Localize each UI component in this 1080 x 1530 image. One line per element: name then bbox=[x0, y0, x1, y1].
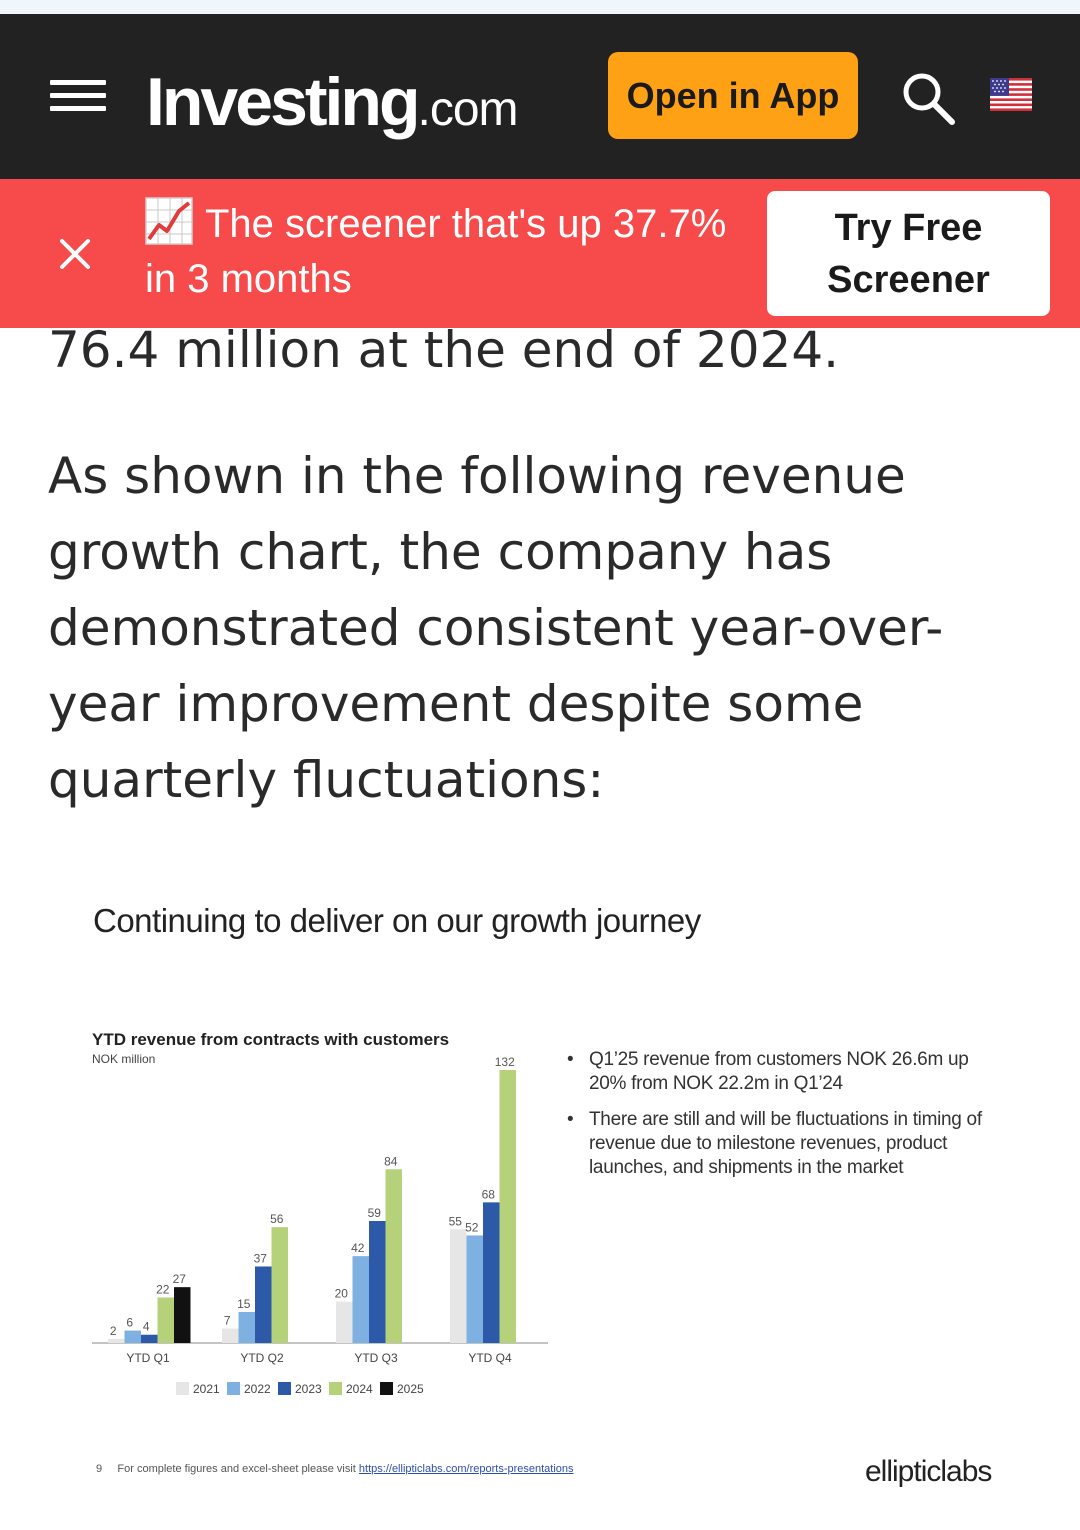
close-icon[interactable] bbox=[50, 229, 100, 279]
bullet-item: • Q1’25 revenue from customers NOK 26.6m up 20% from NOK 22.2m in Q1’24 bbox=[565, 1048, 985, 1096]
data-label: 20 bbox=[334, 1286, 348, 1301]
menu-icon[interactable] bbox=[50, 80, 106, 112]
presentation-slide-image bbox=[0, 860, 1080, 1530]
bar-2021-ytd-q2 bbox=[222, 1329, 239, 1343]
x-tick-label: YTD Q4 bbox=[468, 1351, 512, 1365]
bar-2022-ytd-q3 bbox=[353, 1256, 370, 1343]
bar-2023-ytd-q4 bbox=[483, 1202, 500, 1343]
bar-2024-ytd-q1 bbox=[158, 1298, 175, 1344]
bar-2023-ytd-q1 bbox=[141, 1335, 158, 1343]
brand-logo: ellipticlabs bbox=[865, 1455, 992, 1488]
bar-2024-ytd-q2 bbox=[272, 1227, 289, 1343]
chart-increasing-icon bbox=[145, 197, 193, 245]
search-icon[interactable] bbox=[900, 70, 956, 126]
promo-message bbox=[145, 197, 745, 307]
data-label: 15 bbox=[237, 1296, 251, 1311]
bar-2022-ytd-q4 bbox=[467, 1235, 484, 1343]
legend-swatch-2024 bbox=[329, 1382, 342, 1395]
data-label: 22 bbox=[156, 1282, 170, 1297]
try-free-screener-button[interactable]: Try Free Screener bbox=[767, 191, 1050, 316]
data-label: 37 bbox=[253, 1251, 267, 1266]
data-label: 59 bbox=[367, 1205, 381, 1220]
bar-2021-ytd-q3 bbox=[336, 1302, 353, 1343]
slide-title: Continuing to deliver on our growth journey bbox=[93, 902, 701, 939]
us-flag-icon[interactable] bbox=[990, 78, 1032, 111]
article-paragraph-cut: 76.4 million at the end of 2024. bbox=[48, 321, 840, 379]
legend-label: 2021 bbox=[193, 1382, 220, 1396]
bullet-item: • There are still and will be fluctuations in timing of revenue due to milestone revenues, product launches, and shipments in the market bbox=[565, 1108, 985, 1180]
chart-title: YTD revenue from contracts with customers bbox=[92, 1030, 450, 1049]
bar-2024-ytd-q3 bbox=[386, 1169, 403, 1343]
legend-label: 2024 bbox=[346, 1382, 373, 1396]
data-label: 42 bbox=[351, 1241, 365, 1256]
bar-2021-ytd-q4 bbox=[450, 1229, 467, 1343]
data-label: 6 bbox=[126, 1315, 134, 1330]
article-paragraph: As shown in the following revenue growth chart, the company has demonstrated consistent year-over-year improvement despite some quarterly fluctuations: bbox=[48, 447, 944, 809]
logo-tld: .com bbox=[417, 83, 518, 136]
x-tick-label: YTD Q1 bbox=[126, 1351, 170, 1365]
bar-2025-ytd-q1 bbox=[174, 1287, 191, 1343]
legend-swatch-2021 bbox=[176, 1382, 189, 1395]
site-header bbox=[0, 14, 1080, 179]
chart-subtitle: NOK million bbox=[92, 1052, 156, 1066]
legend-swatch-2025 bbox=[380, 1382, 393, 1395]
data-label: 132 bbox=[494, 1055, 515, 1069]
data-label: 7 bbox=[223, 1313, 231, 1328]
data-label: 52 bbox=[465, 1220, 479, 1235]
legend-swatch-2022 bbox=[227, 1382, 240, 1395]
data-label: 84 bbox=[384, 1154, 398, 1169]
footnote-link[interactable]: https://ellipticlabs.com/reports-presentations bbox=[358, 1463, 574, 1475]
screener-promo-banner bbox=[0, 179, 1080, 328]
bar-2024-ytd-q4 bbox=[500, 1070, 517, 1343]
data-label: 56 bbox=[270, 1212, 284, 1227]
bar-2021-ytd-q1 bbox=[108, 1339, 125, 1343]
data-label: 2 bbox=[109, 1323, 117, 1338]
data-label: 68 bbox=[481, 1187, 495, 1202]
data-label: 55 bbox=[448, 1214, 462, 1229]
promo-text: The screener that's up 37.7% in 3 months bbox=[145, 202, 727, 301]
logo-main: Investing bbox=[146, 64, 418, 140]
data-label: 4 bbox=[142, 1319, 150, 1334]
slide-footnote bbox=[96, 1463, 574, 1475]
open-in-app-button[interactable]: Open in App bbox=[608, 52, 858, 139]
bar-2022-ytd-q1 bbox=[125, 1331, 142, 1343]
bar-2023-ytd-q3 bbox=[369, 1221, 386, 1343]
bar-2023-ytd-q2 bbox=[255, 1266, 272, 1343]
site-logo[interactable] bbox=[146, 52, 518, 152]
slide-bullets bbox=[565, 1048, 985, 1192]
footnote-text: For complete figures and excel-sheet please visit bbox=[117, 1463, 356, 1475]
footnote-number: 9 bbox=[96, 1463, 103, 1475]
status-strip bbox=[0, 0, 1080, 14]
revenue-bar-chart bbox=[80, 1020, 560, 1440]
bar-2022-ytd-q2 bbox=[239, 1312, 256, 1343]
legend-label: 2023 bbox=[295, 1382, 322, 1396]
data-label: 27 bbox=[172, 1272, 186, 1287]
legend-label: 2025 bbox=[397, 1382, 424, 1396]
legend-label: 2022 bbox=[244, 1382, 271, 1396]
legend-swatch-2023 bbox=[278, 1382, 291, 1395]
x-tick-label: YTD Q3 bbox=[354, 1351, 398, 1365]
x-tick-label: YTD Q2 bbox=[240, 1351, 284, 1365]
